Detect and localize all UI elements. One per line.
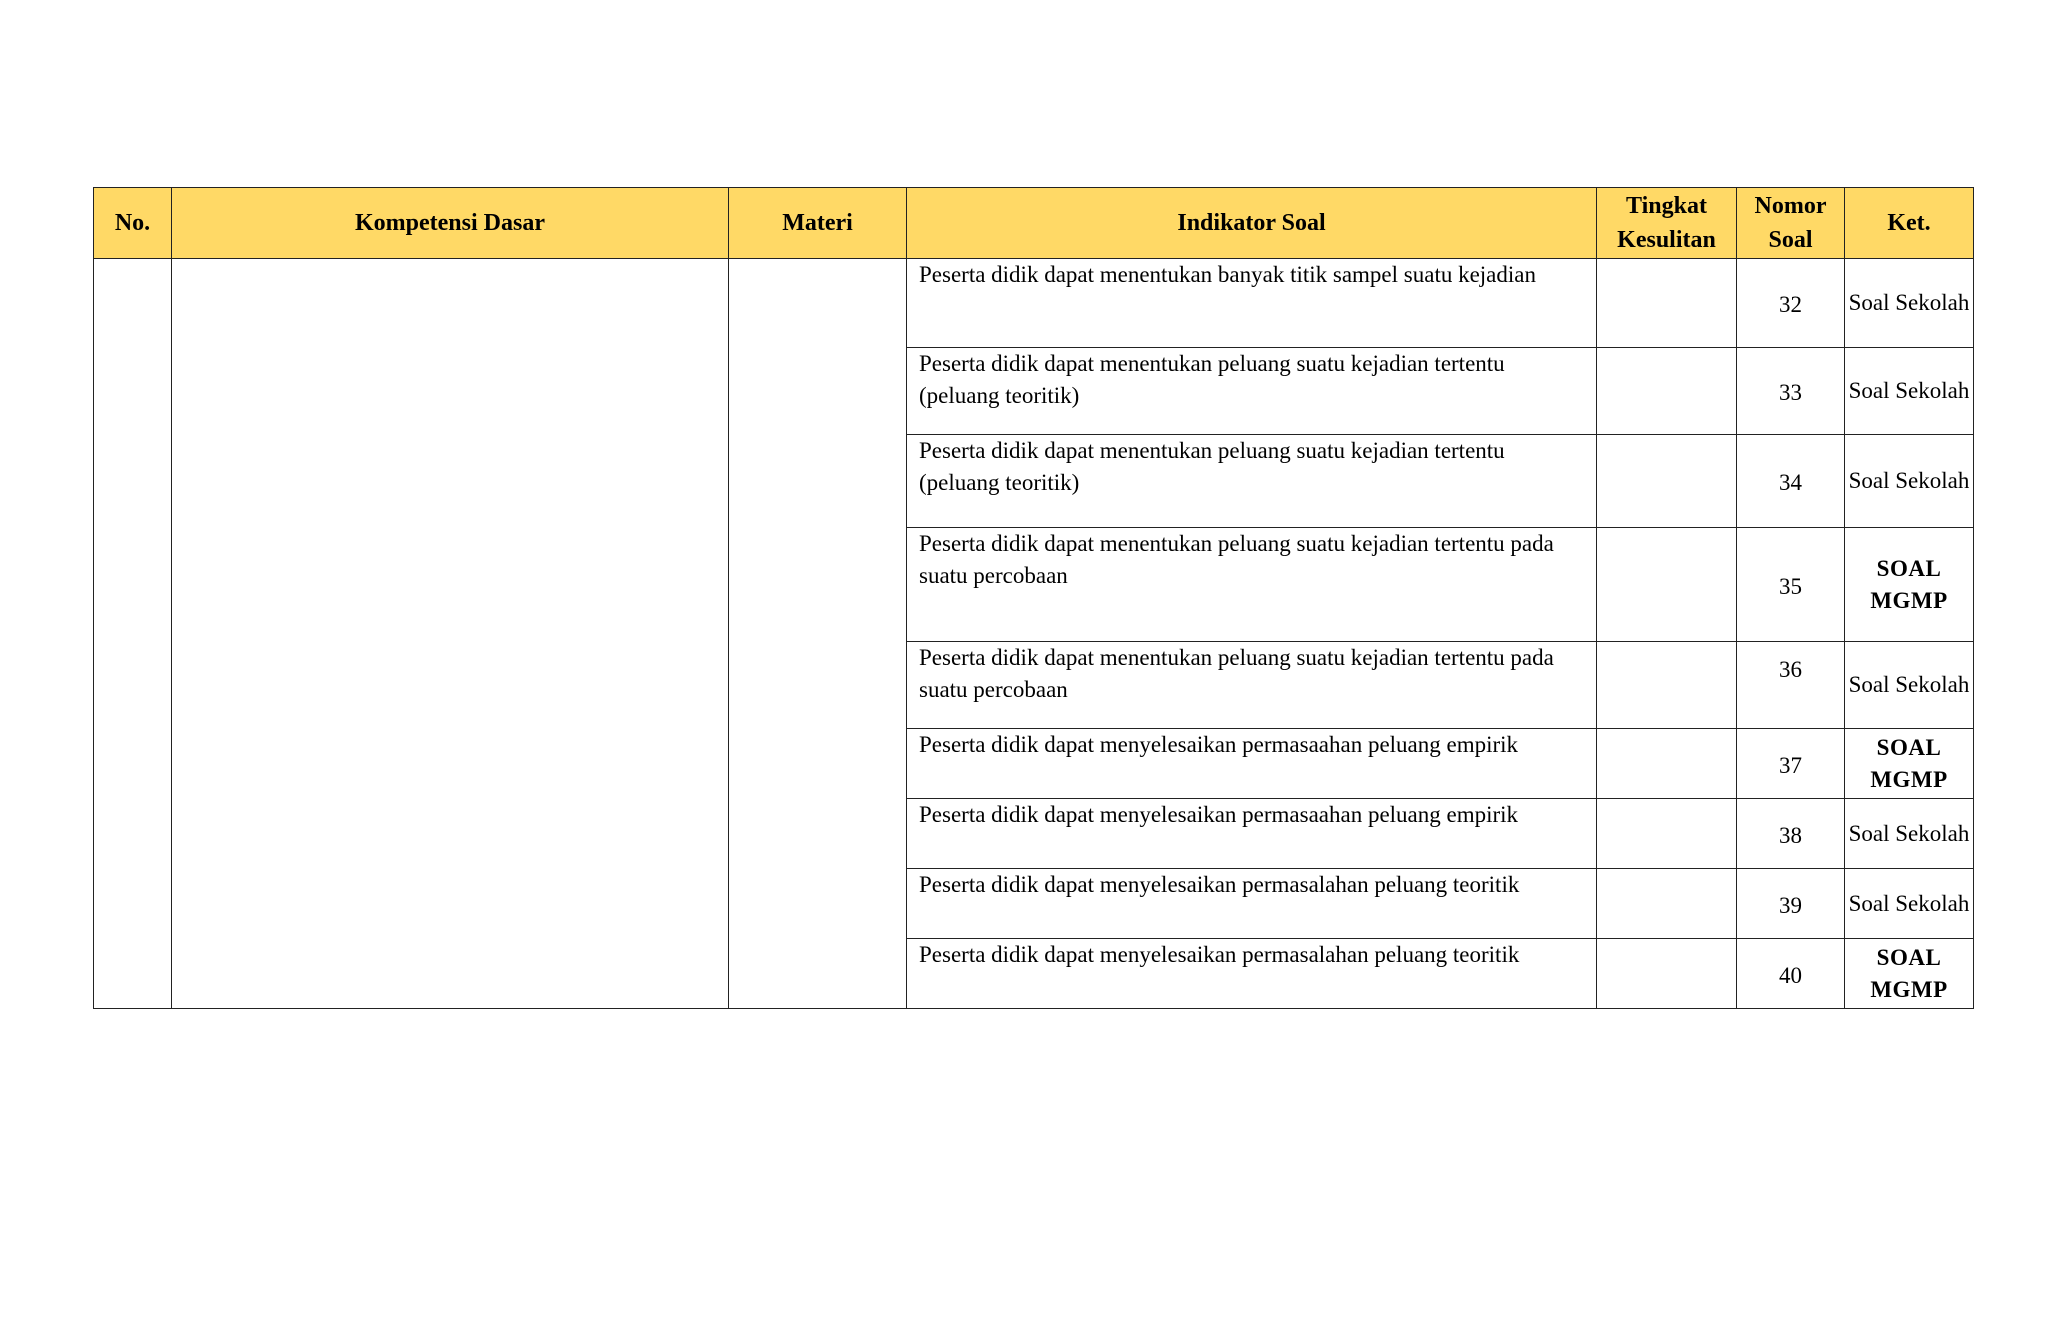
- ket-cell: Soal Sekolah: [1845, 348, 1974, 435]
- materi-cell: [729, 259, 907, 1009]
- nomor-cell: 36: [1737, 642, 1845, 729]
- header-row: [94, 188, 1974, 259]
- ket-cell: Soal Sekolah: [1845, 259, 1974, 348]
- header-keterangan: Ket.: [1845, 188, 1974, 259]
- ket-cell: Soal Sekolah: [1845, 435, 1974, 528]
- kompetensi-dasar-cell: [172, 259, 729, 1009]
- tingkat-cell: [1597, 799, 1737, 869]
- tingkat-cell: [1597, 939, 1737, 1009]
- header-materi: Materi: [729, 188, 907, 259]
- indikator-cell: Peserta didik dapat menentukan peluang suatu kejadian tertentu pada suatu percobaan: [907, 642, 1597, 729]
- question-grid-table: [93, 187, 1974, 1009]
- header-kompetensi-dasar: Kompetensi Dasar: [172, 188, 729, 259]
- ket-cell: SOAL MGMP: [1845, 528, 1974, 642]
- nomor-cell: 34: [1737, 435, 1845, 528]
- nomor-cell: 35: [1737, 528, 1845, 642]
- tingkat-cell: [1597, 642, 1737, 729]
- nomor-cell: 32: [1737, 259, 1845, 348]
- nomor-cell: 38: [1737, 799, 1845, 869]
- ket-cell: Soal Sekolah: [1845, 869, 1974, 939]
- indikator-cell: Peserta didik dapat menentukan banyak titik sampel suatu kejadian: [907, 259, 1597, 348]
- header-no: No.: [94, 188, 172, 259]
- indikator-cell: Peserta didik dapat menentukan peluang suatu kejadian tertentu (peluang teoritik): [907, 435, 1597, 528]
- no-cell: [94, 259, 172, 1009]
- tingkat-cell: [1597, 869, 1737, 939]
- indikator-cell: Peserta didik dapat menyelesaikan permasaahan peluang empirik: [907, 729, 1597, 799]
- tingkat-cell: [1597, 348, 1737, 435]
- ket-cell: SOAL MGMP: [1845, 939, 1974, 1009]
- ket-cell: Soal Sekolah: [1845, 799, 1974, 869]
- indikator-cell: Peserta didik dapat menyelesaikan permasalahan peluang teoritik: [907, 869, 1597, 939]
- nomor-cell: 37: [1737, 729, 1845, 799]
- header-indikator-soal: Indikator Soal: [907, 188, 1597, 259]
- indikator-cell: Peserta didik dapat menentukan peluang suatu kejadian tertentu (peluang teoritik): [907, 348, 1597, 435]
- tingkat-cell: [1597, 259, 1737, 348]
- indikator-cell: Peserta didik dapat menyelesaikan permasaahan peluang empirik: [907, 799, 1597, 869]
- header-tingkat-kesulitan: Tingkat Kesulitan: [1597, 188, 1737, 259]
- ket-cell: Soal Sekolah: [1845, 642, 1974, 729]
- ket-cell: SOAL MGMP: [1845, 729, 1974, 799]
- header-nomor-soal: Nomor Soal: [1737, 188, 1845, 259]
- indikator-cell: Peserta didik dapat menyelesaikan permasalahan peluang teoritik: [907, 939, 1597, 1009]
- nomor-cell: 40: [1737, 939, 1845, 1009]
- nomor-cell: 39: [1737, 869, 1845, 939]
- tingkat-cell: [1597, 435, 1737, 528]
- indikator-cell: Peserta didik dapat menentukan peluang suatu kejadian tertentu pada suatu percobaan: [907, 528, 1597, 642]
- nomor-cell: 33: [1737, 348, 1845, 435]
- tingkat-cell: [1597, 528, 1737, 642]
- tingkat-cell: [1597, 729, 1737, 799]
- table-row: [94, 259, 1974, 348]
